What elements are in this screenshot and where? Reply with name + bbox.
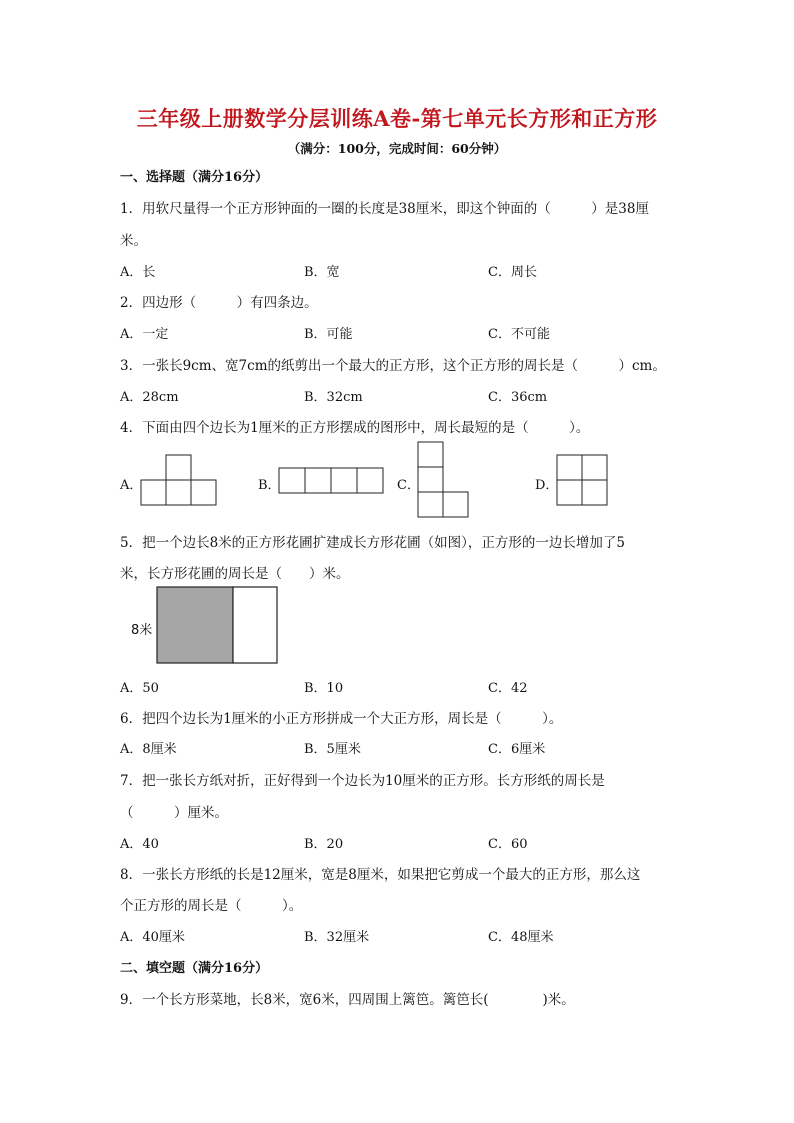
figure-b-square-2 [305, 468, 331, 493]
figure-b-squares [278, 467, 384, 495]
figure-b-square-4 [357, 468, 383, 493]
figure-a-label: A． [120, 478, 143, 493]
question-7-option-b: B．20 [304, 837, 344, 852]
figure-d-square-2 [582, 455, 607, 480]
question-2-option-a: A．一定 [120, 327, 169, 342]
figure-a-square-top [166, 455, 191, 480]
section-heading-fill: 二、填空题（满分16分） [120, 961, 269, 976]
figure-d-label: D． [535, 478, 559, 493]
question-2-text: 2．四边形（ ）有四条边。 [120, 295, 318, 311]
question-8-text-cont: 个正方形的周长是（ ）。 [120, 898, 303, 914]
question-6-option-b: B．5厘米 [304, 742, 361, 757]
figure-a-square-1 [141, 480, 166, 505]
question-1-text: 1．用软尺量得一个正方形钟面的一圈的长度是38厘米，即这个钟面的（ ）是38厘 [120, 201, 649, 217]
figure-b-label: B． [258, 478, 281, 493]
question-3-option-a: A．28cm [120, 390, 179, 405]
figure-c-label: C． [397, 478, 420, 493]
figure-d-square-1 [557, 455, 582, 480]
question-8-option-a: A．40厘米 [120, 930, 185, 945]
figure-c-square-3 [418, 492, 443, 517]
question-7-option-a: A．40 [120, 837, 159, 852]
question-1-text-cont: 米。 [120, 233, 147, 249]
question-6-text: 6．把四个边长为1厘米的小正方形拼成一个大正方形，周长是（ ）。 [120, 711, 563, 727]
question-8-option-c: C．48厘米 [488, 930, 554, 945]
question-7-text-cont: （ ）厘米。 [120, 805, 228, 821]
garden-extension [233, 587, 277, 663]
figure-d-square-4 [582, 480, 607, 505]
question-5-text-cont: 米，长方形花圃的周长是（ ）米。 [120, 566, 350, 582]
figure-a-squares [140, 454, 220, 508]
question-3-text: 3．一张长9cm、宽7cm的纸剪出一个最大的正方形，这个正方形的周长是（ ）cm。 [120, 358, 666, 374]
question-9-text: 9．一个长方形菜地，长8米，宽6米，四周围上篱笆。篱笆长( )米。 [120, 992, 575, 1008]
garden-square-shaded [157, 587, 233, 663]
question-1-option-c: C．周长 [488, 265, 537, 280]
question-6-option-a: A．8厘米 [120, 742, 177, 757]
figure-b-square-3 [331, 468, 357, 493]
figure-d-square-3 [557, 480, 582, 505]
question-3-option-c: C．36cm [488, 390, 548, 405]
figure-a-square-2 [166, 480, 191, 505]
garden-figure [156, 586, 280, 666]
question-4-text: 4．下面由四个边长为1厘米的正方形摆成的图形中，周长最短的是（ ）。 [120, 420, 590, 436]
question-8-text: 8．一张长方形纸的长是12厘米，宽是8厘米，如果把它剪成一个最大的正方形，那么这 [120, 867, 641, 883]
garden-side-label: 8米 [131, 623, 153, 638]
question-5-text: 5．把一个边长8米的正方形花圃扩建成长方形花圃（如图），正方形的一边长增加了5 [120, 535, 626, 551]
figure-c-squares [417, 441, 471, 520]
page-title: 三年级上册数学分层训练A卷-第七单元长方形和正方形 [136, 106, 658, 131]
section-heading-choice: 一、选择题（满分16分） [120, 170, 269, 185]
question-1-option-a: A．长 [120, 265, 156, 280]
page-subtitle: （满分：100分，完成时间：60分钟） [287, 141, 507, 156]
figure-c-square-4 [443, 492, 468, 517]
question-7-text: 7．把一张长方纸对折，正好得到一个边长为10厘米的正方形。长方形纸的周长是 [120, 773, 605, 789]
figure-c-square-2 [418, 467, 443, 492]
question-6-option-c: C．6厘米 [488, 742, 546, 757]
question-8-option-b: B．32厘米 [304, 930, 370, 945]
figure-a-square-3 [191, 480, 216, 505]
figure-c-square-1 [418, 442, 443, 467]
question-3-option-b: B．32cm [304, 390, 363, 405]
figure-b-square-1 [279, 468, 305, 493]
question-7-option-c: C．60 [488, 837, 528, 852]
question-5-option-a: A．50 [120, 681, 159, 696]
question-5-option-c: C．42 [488, 681, 528, 696]
question-2-option-b: B．可能 [304, 327, 353, 342]
figure-d-squares [556, 454, 610, 508]
question-1-option-b: B．宽 [304, 265, 340, 280]
question-5-option-b: B．10 [304, 681, 344, 696]
question-2-option-c: C．不可能 [488, 327, 550, 342]
